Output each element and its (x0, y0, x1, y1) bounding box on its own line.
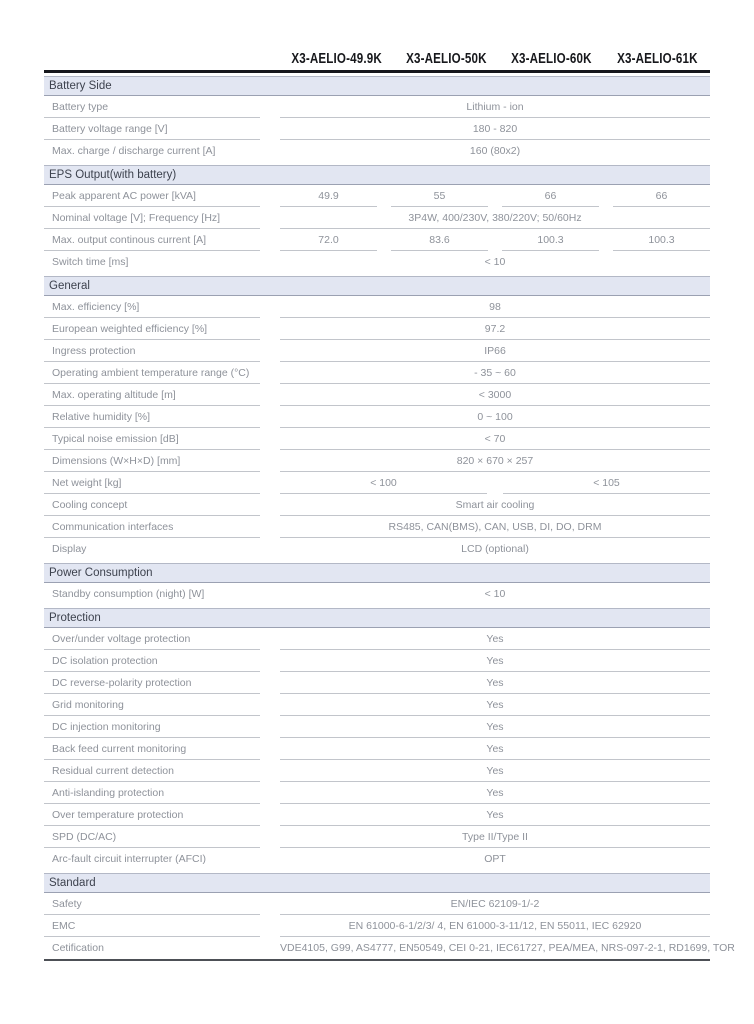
spec-values (280, 583, 710, 605)
section-title: EPS Output(with battery) (49, 169, 177, 181)
spec-value: VDE4105, G99, AS4777, EN50549, CEI 0-21, IEC61727, PEA/MEA, NRS-097-2-1, RD1699, TOR (280, 942, 735, 954)
spec-label: Battery type (44, 96, 260, 118)
section-header-battery-side (44, 76, 710, 96)
spec-values (280, 318, 710, 340)
spec-row (44, 450, 710, 472)
spec-row (44, 915, 710, 937)
spec-values (280, 716, 710, 738)
spec-value: < 105 (503, 472, 710, 494)
spec-row (44, 694, 710, 716)
spec-value: - 35 ~ 60 (280, 362, 710, 384)
column-gap (260, 251, 280, 273)
model-column-header (280, 51, 393, 67)
spec-values (280, 207, 710, 229)
spec-row (44, 362, 710, 384)
column-gap (260, 494, 280, 516)
spec-value: Yes (280, 650, 710, 672)
spec-row (44, 340, 710, 362)
spec-label: Anti-islanding protection (44, 782, 260, 804)
spec-values (280, 650, 710, 672)
spec-value: EN/IEC 62109-1/-2 (280, 893, 710, 915)
spec-row (44, 140, 710, 162)
column-gap (260, 207, 280, 229)
spec-value: Yes (280, 672, 710, 694)
spec-row (44, 672, 710, 694)
spec-label: Safety (44, 893, 260, 915)
section-header-power-consumption (44, 563, 710, 583)
spec-label: Display (52, 543, 87, 555)
spec-value: OPT (484, 853, 506, 865)
spec-value: Smart air cooling (280, 494, 710, 516)
spec-row (44, 650, 710, 672)
column-gap (260, 583, 280, 605)
column-gap (260, 804, 280, 826)
column-gap (260, 516, 280, 538)
spec-label: DC reverse-polarity protection (44, 672, 260, 694)
spec-label: EMC (44, 915, 260, 937)
spec-row (44, 406, 710, 428)
spec-label: Nominal voltage [V]; Frequency [Hz] (44, 207, 260, 229)
section-header-standard (44, 873, 710, 893)
spec-row (44, 893, 710, 915)
spec-values (280, 804, 710, 826)
model-name: X3-AELIO-60K (511, 50, 592, 67)
column-gap (260, 937, 280, 959)
column-gap (260, 140, 280, 162)
spec-value: Yes (280, 804, 710, 826)
column-gap (260, 340, 280, 362)
spec-value: 66 (502, 185, 599, 207)
spec-label: Operating ambient temperature range (°C) (44, 362, 260, 384)
column-gap (260, 826, 280, 848)
spec-label: Peak apparent AC power [kVA] (44, 185, 260, 207)
spec-row (44, 185, 710, 207)
column-gap (260, 406, 280, 428)
spec-values (280, 229, 710, 251)
spec-values (280, 937, 735, 959)
spec-row (44, 538, 710, 560)
spec-label: Relative humidity [%] (44, 406, 260, 428)
spec-label: Grid monitoring (44, 694, 260, 716)
column-gap (260, 672, 280, 694)
section-title: Battery Side (49, 80, 112, 92)
column-gap (260, 738, 280, 760)
spec-label: Communication interfaces (44, 516, 260, 538)
section-title: General (49, 280, 90, 292)
column-gap (260, 915, 280, 937)
spec-value: 0 ~ 100 (280, 406, 710, 428)
column-gap (260, 185, 280, 207)
spec-row (44, 628, 710, 650)
spec-value: < 70 (280, 428, 710, 450)
spec-row (44, 96, 710, 118)
spec-label: Typical noise emission [dB] (44, 428, 260, 450)
spec-label: Net weight [kg] (44, 472, 260, 494)
spec-values (280, 826, 710, 848)
spec-value: EN 61000-6-1/2/3/ 4, EN 61000-3-11/12, EN 55011, IEC 62920 (280, 915, 710, 937)
spec-row (44, 384, 710, 406)
spec-label: Cetification (52, 942, 104, 954)
spec-value: 820 × 670 × 257 (280, 450, 710, 472)
spec-label: European weighted efficiency [%] (44, 318, 260, 340)
spec-row (44, 738, 710, 760)
spec-values (280, 362, 710, 384)
spec-label: Max. charge / discharge current [A] (52, 145, 216, 157)
spec-value: Yes (280, 738, 710, 760)
spec-label: Standby consumption (night) [W] (52, 588, 205, 600)
spec-label: Residual current detection (44, 760, 260, 782)
spec-value: 160 (80x2) (469, 145, 521, 157)
spec-values (280, 628, 710, 650)
spec-label: Max. operating altitude [m] (44, 384, 260, 406)
spec-label: Over/under voltage protection (44, 628, 260, 650)
spec-value: < 3000 (280, 384, 710, 406)
column-gap (260, 782, 280, 804)
spec-values (280, 915, 710, 937)
spec-row (44, 318, 710, 340)
spec-values (280, 516, 710, 538)
spec-values (280, 738, 710, 760)
spec-value: Yes (280, 628, 710, 650)
spec-row (44, 716, 710, 738)
model-name: X3-AELIO-49.9K (291, 50, 382, 67)
spec-values (280, 494, 710, 516)
table-bottom-rule (44, 959, 710, 961)
spec-value: 72.0 (280, 229, 377, 251)
spec-value: Yes (280, 716, 710, 738)
spec-row (44, 760, 710, 782)
spec-value: 83.6 (391, 229, 488, 251)
spec-value: Yes (280, 694, 710, 716)
column-gap (260, 450, 280, 472)
column-gap (260, 760, 280, 782)
spec-values (280, 782, 710, 804)
spec-row (44, 583, 710, 605)
spec-value: 55 (391, 185, 488, 207)
model-column-header (393, 51, 499, 67)
spec-row (44, 251, 710, 273)
spec-values (280, 472, 710, 494)
model-name: X3-AELIO-50K (405, 50, 487, 67)
spec-values (280, 893, 710, 915)
spec-row (44, 848, 710, 870)
spec-label: Max. output continous current [A] (44, 229, 260, 251)
column-gap (260, 716, 280, 738)
section-header-protection (44, 608, 710, 628)
column-gap (260, 428, 280, 450)
model-column-header (604, 51, 710, 67)
column-gap (260, 384, 280, 406)
model-name: X3-AELIO-61K (616, 50, 698, 67)
spec-row (44, 428, 710, 450)
spec-label: Arc-fault circuit interrupter (AFCI) (52, 853, 207, 865)
spec-values (280, 450, 710, 472)
spec-values (280, 848, 710, 870)
spec-value: 66 (613, 185, 710, 207)
sections-root (44, 76, 735, 959)
spec-row (44, 826, 710, 848)
column-gap (260, 893, 280, 915)
spec-value: LCD (optional) (461, 543, 529, 555)
column-gap (260, 296, 280, 318)
spec-label: Back feed current monitoring (44, 738, 260, 760)
spec-row (44, 516, 710, 538)
spec-value: IP66 (280, 340, 710, 362)
spec-label: DC isolation protection (44, 650, 260, 672)
spec-value: Yes (280, 760, 710, 782)
spec-values (280, 340, 710, 362)
spec-row (44, 804, 710, 826)
spec-values (280, 96, 710, 118)
spec-value: 180 - 820 (280, 118, 710, 140)
column-gap (260, 118, 280, 140)
spec-row (44, 472, 710, 494)
spec-values (280, 185, 710, 207)
spec-label: SPD (DC/AC) (44, 826, 260, 848)
spec-values (280, 384, 710, 406)
spec-values (280, 118, 710, 140)
spec-value: 100.3 (613, 229, 710, 251)
spec-label: Battery voltage range [V] (44, 118, 260, 140)
spec-table (44, 50, 735, 961)
spec-value: < 100 (280, 472, 487, 494)
spec-row (44, 296, 710, 318)
spec-row (44, 118, 710, 140)
spec-label: Max. efficiency [%] (44, 296, 260, 318)
spec-value: 97.2 (280, 318, 710, 340)
spec-label: Switch time [ms] (52, 256, 129, 268)
section-title: Protection (49, 612, 101, 624)
spec-row (44, 937, 735, 959)
spec-value: RS485, CAN(BMS), CAN, USB, DI, DO, DRM (280, 516, 710, 538)
spec-value: Lithium - ion (280, 96, 710, 118)
model-header-row (44, 50, 710, 73)
section-header-eps-output-with-battery (44, 165, 710, 185)
spec-row (44, 782, 710, 804)
section-header-general (44, 276, 710, 296)
spec-values (280, 672, 710, 694)
spec-value: Type II/Type II (280, 826, 710, 848)
spec-label: Dimensions (W×H×D) [mm] (44, 450, 260, 472)
spec-values (280, 406, 710, 428)
spec-values (280, 140, 710, 162)
spec-row (44, 207, 710, 229)
spec-row (44, 229, 710, 251)
section-title: Power Consumption (49, 567, 153, 579)
spec-values (280, 428, 710, 450)
column-gap (260, 362, 280, 384)
spec-values (280, 694, 710, 716)
spec-label: Over temperature protection (44, 804, 260, 826)
model-column-header (499, 51, 605, 67)
spec-label: Cooling concept (44, 494, 260, 516)
spec-values (280, 538, 710, 560)
section-title: Standard (49, 877, 96, 889)
spec-label: Ingress protection (44, 340, 260, 362)
column-gap (260, 650, 280, 672)
spec-value: < 10 (484, 256, 506, 268)
spec-label: DC injection monitoring (44, 716, 260, 738)
column-gap (260, 538, 280, 560)
column-gap (260, 848, 280, 870)
column-gap (260, 472, 280, 494)
spec-values (280, 251, 710, 273)
column-gap (260, 694, 280, 716)
column-gap (260, 628, 280, 650)
column-gap (260, 318, 280, 340)
spec-row (44, 494, 710, 516)
spec-value: Yes (280, 782, 710, 804)
spec-value: 100.3 (502, 229, 599, 251)
spec-value: 98 (280, 296, 710, 318)
spec-value: < 10 (484, 588, 506, 600)
spec-values (280, 296, 710, 318)
column-gap (260, 229, 280, 251)
spec-value: 3P4W, 400/230V, 380/220V; 50/60Hz (280, 207, 710, 229)
spec-values (280, 760, 710, 782)
spec-value: 49.9 (280, 185, 377, 207)
column-gap (260, 96, 280, 118)
